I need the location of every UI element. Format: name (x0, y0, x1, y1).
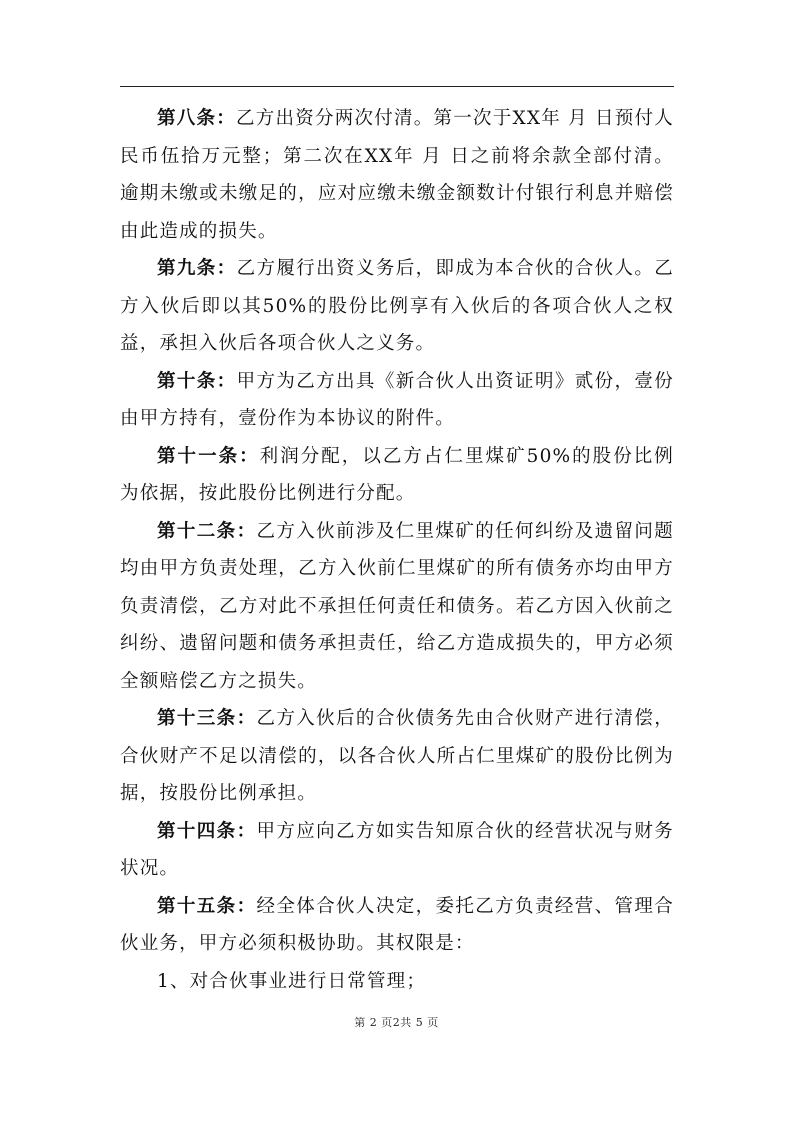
article-heading: 第十三条： (157, 708, 257, 729)
header-rule (120, 86, 674, 87)
article-text: 甲方为乙方出具《新合伙人出资证明》贰份，壹份由甲方持有，壹份作为本协议的附件。 (120, 370, 674, 429)
article-text: 乙方入伙前涉及仁里煤矿的任何纠纷及遗留问题均由甲方负责处理，乙方入伙前仁里煤矿的所有债务亦均由甲方负责清偿，乙方对此不承担任何责任和债务。若乙方因入伙前之纠纷、遗留问题和债务承担责任，给乙方造成损失的，甲方必须全额赔偿乙方之损失。 (120, 520, 674, 692)
page-footer: 第 2 页2共 5 页 (354, 1016, 439, 1029)
article-8 (120, 100, 674, 250)
article-text: 经全体合伙人决定，委托乙方负责经营、管理合伙业务，甲方必须积极协助。其权限是： (120, 895, 674, 954)
article-heading: 第八条： (157, 108, 236, 129)
list-item-1 (120, 963, 674, 1001)
article-heading: 第十二条： (157, 520, 257, 542)
article-11 (120, 438, 674, 513)
article-heading: 第十四条： (157, 820, 257, 842)
article-13 (120, 700, 674, 813)
document-body (120, 100, 674, 1000)
article-9 (120, 250, 674, 363)
article-15 (120, 888, 674, 963)
article-heading: 第十一条： (157, 445, 260, 467)
article-text: 利润分配，以乙方占仁里煤矿50%的股份比例为依据，按此股份比例进行分配。 (120, 445, 674, 504)
article-10 (120, 363, 674, 438)
article-heading: 第十五条： (157, 895, 257, 917)
article-text: 乙方履行出资义务后，即成为本合伙的合伙人。乙方入伙后即以其50%的股份比例享有入伙后的各项合伙人之权益，承担入伙后各项合伙人之义务。 (120, 258, 674, 354)
article-text: 乙方入伙后的合伙债务先由合伙财产进行清偿，合伙财产不足以清偿的，以各合伙人所占仁里煤矿的股份比例为据，按股份比例承担。 (120, 708, 674, 804)
article-14 (120, 813, 674, 888)
article-12 (120, 513, 674, 701)
article-text: 甲方应向乙方如实告知原合伙的经营状况与财务状况。 (120, 820, 674, 879)
list-item-text: 1、对合伙事业进行日常管理； (157, 970, 427, 992)
article-heading: 第十条： (157, 370, 237, 392)
article-heading: 第九条： (157, 258, 237, 279)
article-text: 乙方出资分两次付清。第一次于XX年 月 日预付人民币伍拾万元整；第二次在XX年 月 日之前将余款全部付清。逾期未缴或未缴足的，应对应缴未缴金额数计付银行利息并赔偿由此造成的损失。 (120, 108, 674, 242)
